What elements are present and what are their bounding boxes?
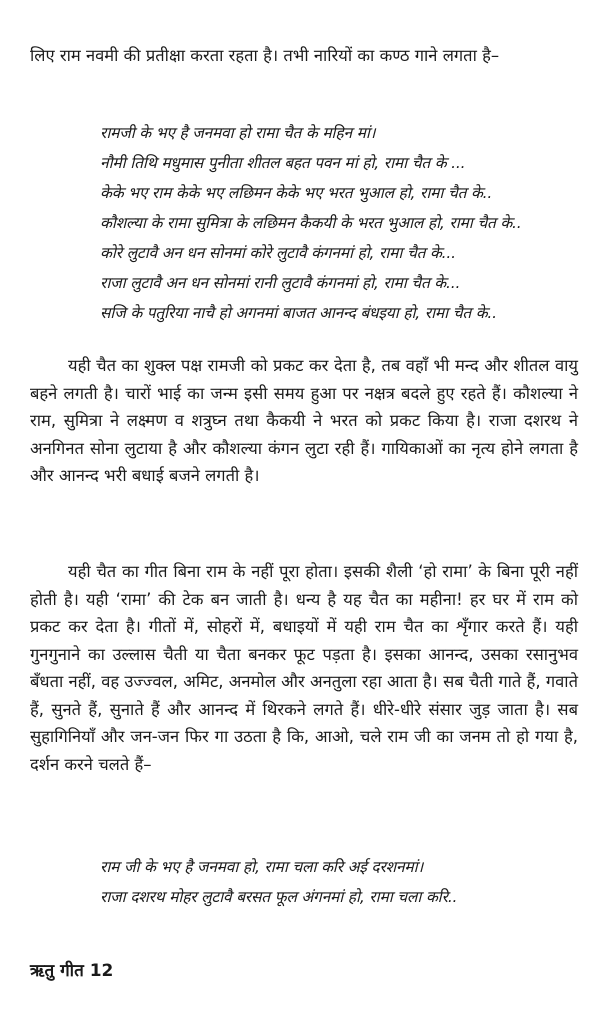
- body-paragraph-2: यही चैत का शुक्ल पक्ष रामजी को प्रकट कर देता है, तब वहाँ भी मन्द और शीतल वायु बहने लगती है। चारों भाई का जन्म इसी समय हुआ पर नक्षत्र बदले हुए रहते हैं। कौशल्या ने राम, सुमित्रा ने लक्ष्मण व शत्रुघ्न तथा कैकयी ने भरत को प्रकट किया है। राजा दशरथ ने अनगिनत सोना लुटाया है और कौशल्या कंगन लुटा रही हैं। गायिकाओं का नृत्य होने लगता है और आनन्द भरी बधाई बजने लगती है।: [30, 356, 578, 485]
- verse-line: राम जी के भए है जनमवा हो, रामा चला करि अई दरशनमां।: [100, 858, 424, 876]
- intro-paragraph: लिए राम नवमी की प्रतीक्षा करता रहता है। तभी नारियों का कण्ठ गाने लगता है–: [30, 46, 500, 65]
- verse-line: सजि के पतुरिया नाचै हो अगनमां बाजत आनन्द बंधइया हो, रामा चैत के..: [100, 304, 497, 322]
- page-footer: ऋतु गीत 12: [30, 961, 114, 981]
- body-paragraph-3: यही चैत का गीत बिना राम के नहीं पूरा होता। इसकी शैली ‘हो रामा’ के बिना पूरी नहीं होती है। यही ‘रामा’ की टेक बन जाती है। धन्य है यह चैत का महीना! हर घर में राम को प्रकट कर देता है। गीतों में, सोहरों में, बधाइयों में यही राम चैत का शृँगार करते हैं। यही गुनगुनाने का उल्लास चैती या चैता बनकर फूट पड़ता है। इसका आनन्द, उसका रसानुभव बँधता नहीं, वह उज्ज्वल, अमिट, अनमोल और अनतुला रहा आता है। सब चैती गाते हैं, गवाते हैं, सुनते हैं, सुनाते हैं और आनन्द में थिरकने लगते हैं। धीरे-धीरे संसार जुड़ जाता है। सब सुहागिनियाँ और जन-जन फिर गा उठता है कि, आओ, चले राम जी का जनम तो हो गया है, दर्शन करने चलते हैं–: [30, 562, 578, 774]
- verse-line: राजा दशरथ मोहर लुटावै बरसत फूल अंगनमां हो, रामा चला करि..: [100, 888, 458, 906]
- verse-line: कोरे लुटावै अन धन सोनमां कोरे लुटावै कंगनमां हो, रामा चैत के...: [100, 244, 456, 262]
- song-verse-2: [100, 852, 580, 912]
- verse-line: केके भए राम केके भए लछिमन केके भए भरत भुआल हो, रामा चैत के..: [100, 184, 493, 202]
- verse-line: कौशल्या के रामा सुमित्रा के लछिमन कैकयी के भरत भुआल हो, रामा चैत के..: [100, 214, 522, 232]
- verse-line: रामजी के भए है जनमवा हो रामा चैत के महिन मां।: [100, 124, 376, 142]
- verse-line: नौमी तिथि मधुमास पुनीता शीतल बहत पवन मां हो, रामा चैत के ...: [100, 154, 466, 172]
- song-verse-1: [100, 118, 580, 328]
- verse-line: राजा लुटावै अन धन सोनमां रानी लुटावै कंगनमां हो, रामा चैत के...: [100, 274, 461, 292]
